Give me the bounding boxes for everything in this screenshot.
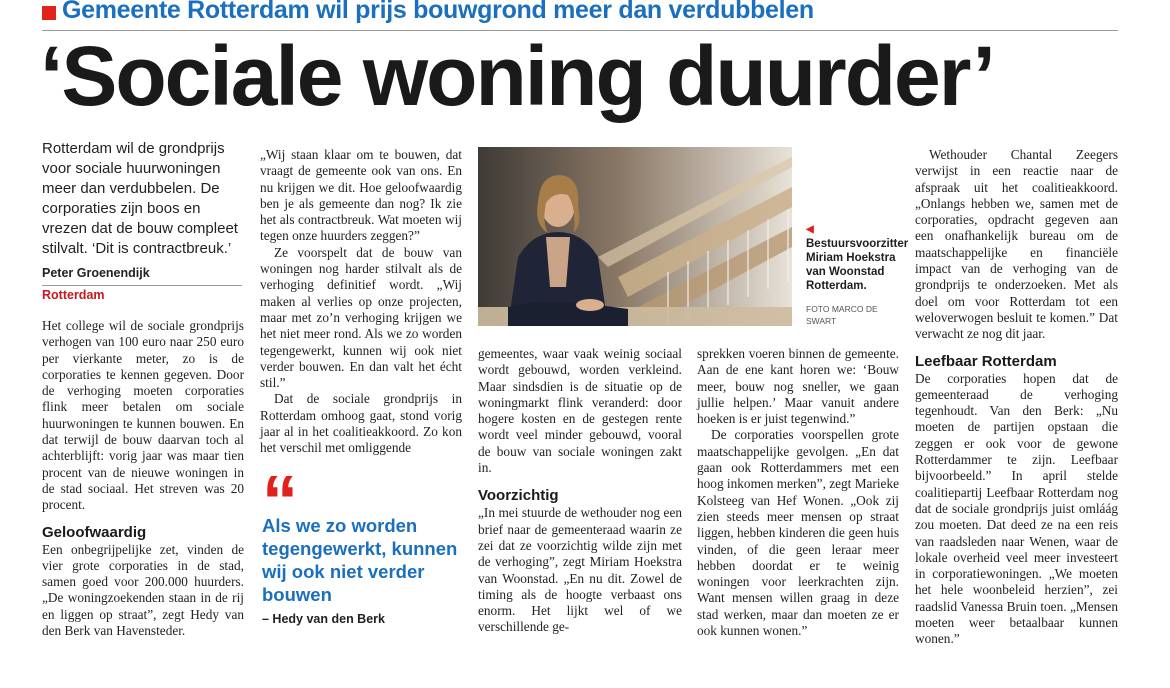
kicker-headline: Gemeente Rotterdam wil prijs bouwgrond meer dan verdubbelen — [62, 0, 814, 24]
quote-mark: “ — [262, 462, 292, 542]
subhead-geloofwaardig: Geloofwaardig — [42, 523, 147, 541]
column-2-paragraph: Dat de sociale grondprijs in Rotterdam omhoog gaat, stond vorig jaar al in het coalitieakkoord. Zo kon het verschil met omliggende — [260, 391, 462, 456]
headline: ‘Sociale woning duurder’ — [40, 29, 994, 123]
column-3 — [478, 346, 682, 636]
column-1-paragraph: Het college wil de sociale grondprijs verhogen van 100 euro naar 250 euro per vierkante meter, zo is de corporaties te kennen gegeven. Door de verhoging moeten corporaties flink meer betalen om sociale huurwoningen te kunnen bouwen. En dat terwijl de bouw daarvan toch al achterblijft: vorig jaar was maar tien procent van de nieuwe woningen in de stad sociaal. Het streven was 20 procent. — [42, 318, 244, 513]
column-3-paragraph: „In mei stuurde de wethouder nog een brief naar de gemeenteraad waarin ze zei dat ze voorzichtig wilde zijn met de verhoging”, zegt Miriam Hoekstra van Woonstad. „En nu dit. Zowel de timing als de hoogte verbaast ons enorm. Het lijkt wel of we verschillende ge- — [478, 505, 682, 635]
column-4 — [697, 346, 899, 639]
column-4-paragraph: De corporaties voorspellen grote maatschappelijke gevolgen. „En dat gaan ook Rotterdammers met een hoog inkomen merken”, zegt Marieke Kolsteeg van Hef Wonen. „Ook zij zien steeds meer mensen op straat liggen, hebben kinderen die geen huis vinden, of die geen leraar meer hebben doordat er te weinig woningen voor leerkrachten zijn. Want mensen willen graag in deze stad werken, maar dan moeten ze er ook kunnen wonen.” — [697, 427, 899, 639]
subhead-voorzichtig: Voorzichtig — [478, 487, 559, 505]
column-2-paragraph: Ze voorspelt dat de bouw van woningen nog harder stilvalt als de verhoging definitief wordt. „Wij maken al verlies op onze projecten, maar met zo’n verhoging krijgen we het niet meer rond. Als we zo worden tegengewerkt, kunnen wij ook niet verder bouwen. En dan valt het écht stil.” — [260, 244, 462, 391]
photo-caption — [806, 222, 909, 293]
column-1-paragraph: Een onbegrijpelijke zet, vinden de vier grote corporaties in de stad, samen goed voor 200.000 huurders. „De woningzoekenden staan in de rij en liggen op straat”, zegt Hedy van den Berk van Havensteder. — [42, 541, 244, 639]
column-2-paragraph: „Wij staan klaar om te bouwen, dat vraagt de gemeente ook van ons. En nu krijgen we dit. Hoe geloofwaardig ben je als gemeente dan nog? Ik zie het als contractbreuk. Wat moeten wij tegen onze huurders zeggen?” — [260, 147, 462, 244]
pull-quote-author: – Hedy van den Berk — [262, 612, 385, 626]
byline-rule — [42, 285, 242, 286]
column-2 — [260, 147, 462, 457]
caption-arrow-icon: ◀ — [806, 224, 814, 235]
column-4-paragraph: sprekken voeren binnen de gemeente. Aan de ene kant horen we: ‘Bouw meer, bouw nog sneller, we gaan jullie helpen.’ Maar vanuit andere hoeken is er juist tegenwind.” — [697, 346, 899, 427]
column-3-paragraph: gemeentes, waar vaak weinig sociaal wordt gebouwd, worden verkleind. Maar sindsdien is de situatie op de woningmarkt flink veranderd: door hogere kosten en de gestegen rente wordt veel minder gebouwd, vooral de bouw van sociale woningen zakt in. — [478, 346, 682, 476]
column-5 — [915, 147, 1118, 648]
byline-author: Peter Groenendijk — [42, 266, 150, 280]
column-5-paragraph: Wethouder Chantal Zeegers verwijst in een reactie naar de afspraak uit het coalitieakkoord. „Onlangs hebben we, samen met de corporaties, opdracht gegeven aan een onafhankelijk bureau om de maatschappelijke en financiële impact van de verhoging van de grondprijs te onderzoeken. Met als doel om voor Rotterdam tot een weloverwogen besluit te komen.” Dat verwacht ze nog dit jaar. — [915, 147, 1118, 342]
byline-location: Rotterdam — [42, 288, 105, 302]
column-5-paragraph: De corporaties hopen dat de gemeenteraad de verhoging tegenhoudt. Van den Berk: „Nu moeten de partijen opstaan die zeggen er ook voor de gewone Rotterdammer te zijn. Leefbaar bijvoorbeeld.” In april stelde coalitiepartij Leefbaar Rotterdam nog dat de sociale grondprijs juist omláág zou moeten. Dat deed ze na een reis van raadsleden naar Wenen, waar de lokale overheid veel meer investeert in corporatiewoningen. „We moeten het hele woonbeleid herzien”, zei raadslid Vanessa Bruin toen. „Mensen moeten weer betaalbaar kunnen wonen.” — [915, 370, 1118, 647]
portrait-photo — [478, 147, 792, 326]
photo-caption-text: Bestuursvoorzitter Miriam Hoekstra van Woonstad Rotterdam. — [806, 238, 909, 292]
kicker-marker — [42, 6, 56, 20]
portrait-illustration — [478, 147, 792, 326]
intro-text: Rotterdam wil de grondprijs voor sociale huurwoningen meer dan verdubbelen. De corporaties zijn boos en vrezen dat de bouw compleet stilvalt. ‘Dit is contractbreuk.’ — [42, 140, 238, 257]
subhead-leefbaar-rotterdam: Leefbaar Rotterdam — [915, 352, 1057, 370]
pull-quote: Als we zo worden tegengewerkt, kunnen wij ook niet verder bouwen — [262, 515, 458, 605]
column-1 — [42, 318, 244, 639]
photo-credit: FOTO MARCO DE SWART — [806, 304, 878, 326]
